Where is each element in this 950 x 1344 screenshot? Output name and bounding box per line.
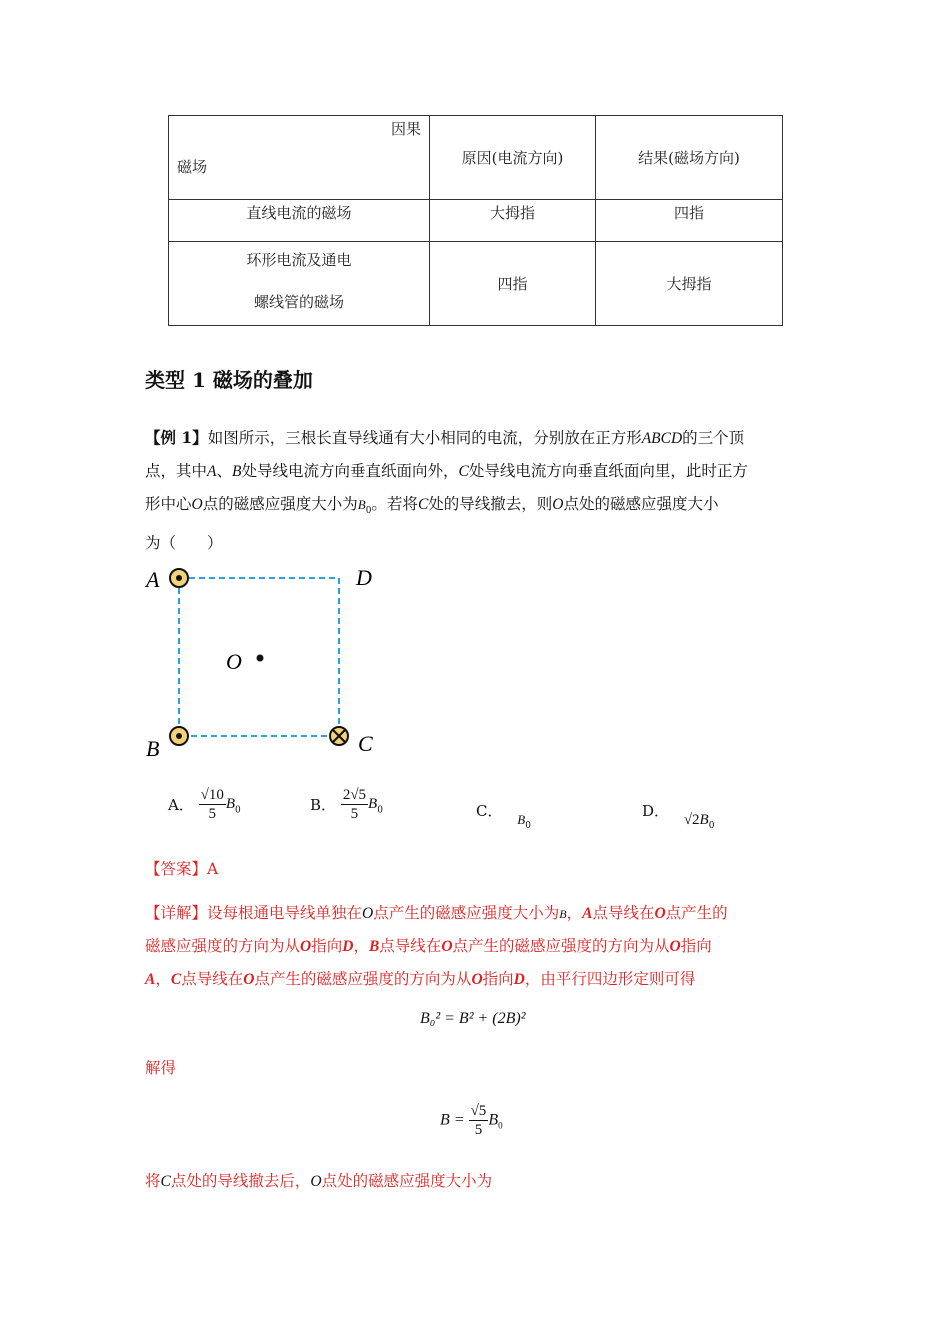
eq2-b: B — [488, 1111, 499, 1129]
option-c-b: B — [517, 812, 526, 827]
center-point-o — [257, 655, 264, 662]
detail-text: 点处的导线撤去后， — [170, 1172, 311, 1190]
symbol-a: A — [145, 971, 156, 988]
option-a-b: B — [225, 796, 236, 812]
detail-text: 点产生的磁感应强度大小为 — [373, 904, 560, 922]
option-b-label: B． — [310, 796, 337, 814]
symbol-o: O — [362, 905, 374, 922]
detail-text: ， — [353, 937, 369, 955]
option-c — [476, 800, 531, 831]
detail-text: 点产生的 — [665, 904, 728, 922]
option-d-b: B — [699, 812, 709, 828]
b0-symbol: B — [357, 497, 366, 512]
label-c: C — [358, 731, 373, 756]
example-text: 处的导线撤去，则 — [428, 495, 553, 513]
eq2-sub: 0 — [498, 1120, 503, 1131]
example-question — [145, 422, 810, 559]
symbol-a: A — [582, 905, 593, 922]
option-a-label: A． — [168, 796, 194, 814]
symbol-b-point: B — [368, 938, 380, 955]
row-cause: 大拇指 — [430, 200, 596, 242]
label-d: D — [356, 565, 372, 590]
example-text: 。若将 — [371, 495, 418, 513]
option-b-b: B — [368, 796, 378, 812]
equation-parallelogram: B₀² = B² + (2B)² — [420, 1010, 526, 1027]
row-cause: 四指 — [430, 242, 596, 326]
answer-tag: 【答案】 — [145, 860, 208, 878]
point-b: B — [232, 463, 242, 480]
square-label: ABCD — [641, 430, 683, 447]
eq2-denominator: 5 — [474, 1122, 483, 1138]
example-text: 为（ ） — [145, 534, 223, 553]
wire-c-in-icon — [330, 727, 348, 745]
detail-text: ， — [155, 970, 171, 988]
symbol-o: O — [654, 905, 666, 922]
example-tag: 【例 1】 — [145, 428, 208, 447]
wire-b-out-icon — [170, 727, 188, 745]
example-text: 形中心 — [145, 495, 192, 513]
example-text: 点处的磁感应强度大小 — [563, 495, 719, 513]
detail-text: 指向 — [311, 937, 343, 955]
option-b-numerator: 2√5 — [342, 787, 367, 803]
detail-text: 点处的磁感应强度大小为 — [321, 1172, 493, 1190]
header-field: 磁场 — [177, 158, 208, 176]
detail-text: 点产生的磁感应强度的方向为从 — [452, 937, 670, 955]
row-label-line1: 环形电流及通电 — [246, 250, 352, 269]
detail-text: 点导线在 — [181, 970, 244, 988]
option-c-sub: 0 — [525, 821, 531, 831]
row-label: 直线电流的磁场 — [169, 200, 430, 242]
b0-sub: 0 — [365, 506, 372, 517]
point-a: A — [207, 463, 217, 480]
rule-table — [168, 115, 783, 326]
square-figure — [140, 560, 400, 765]
option-b-denominator: 5 — [350, 806, 359, 822]
eq2-numerator: √5 — [470, 1103, 487, 1119]
detail-text: ，由平行四边形定则可得 — [524, 970, 696, 988]
table-row — [169, 242, 783, 326]
symbol-o: O — [471, 971, 483, 988]
option-a-numerator: √10 — [200, 787, 224, 803]
table-row — [169, 200, 783, 242]
symbol-c: C — [160, 1173, 171, 1190]
option-d-label: D． — [642, 802, 670, 820]
point-o: O — [191, 496, 203, 513]
label-a: A — [146, 567, 160, 592]
answer-line — [145, 853, 810, 885]
symbol-d: D — [342, 938, 354, 955]
option-b — [310, 786, 383, 823]
option-a-denominator: 5 — [208, 806, 216, 822]
detail-text: 设每根通电导线单独在 — [207, 904, 363, 922]
example-text: 处导线电流方向垂直纸面向外， — [241, 462, 459, 480]
header-cause: 原因(电流方向) — [430, 116, 596, 200]
symbol-o: O — [669, 938, 681, 955]
symbol-o: O — [441, 938, 453, 955]
point-c: C — [458, 463, 469, 480]
equation-b-result — [440, 1102, 503, 1139]
point-c: C — [417, 496, 429, 513]
row-result: 四指 — [596, 200, 783, 242]
eq2-fraction — [469, 1102, 489, 1139]
option-b-sub: 0 — [377, 805, 383, 816]
example-text: 处导线电流方向垂直纸面向里，此时正方 — [468, 462, 748, 480]
row-result: 大拇指 — [596, 242, 783, 326]
wire-a-out-icon — [170, 569, 188, 587]
example-text: 点，其中 — [145, 462, 208, 480]
row-label-line2: 螺线管的磁场 — [253, 292, 344, 311]
label-b: B — [146, 736, 160, 761]
option-d-root: √2 — [683, 812, 700, 828]
detail-text: 点导线在 — [379, 937, 442, 955]
final-line — [145, 1165, 810, 1198]
option-a-sub: 0 — [235, 805, 241, 816]
option-c-label: C． — [476, 802, 503, 820]
detail-explanation — [145, 897, 810, 996]
detail-text: ， — [566, 904, 583, 922]
example-text: 的三个顶 — [682, 429, 745, 447]
label-o: O — [226, 649, 242, 674]
eq2-lhs: B = — [440, 1111, 465, 1129]
option-a — [168, 786, 241, 823]
header-cause-effect: 因果 — [390, 120, 421, 138]
option-d — [642, 800, 715, 831]
header-diagonal-cell — [169, 116, 430, 200]
option-d-sub: 0 — [708, 821, 715, 831]
detail-text: 指向 — [680, 937, 712, 955]
example-text: 、 — [216, 462, 232, 480]
solve-label: 解得 — [145, 1059, 177, 1077]
detail-text: 磁感应强度的方向为从 — [145, 937, 301, 955]
symbol-c: C — [170, 971, 182, 988]
answer-value: A — [207, 860, 219, 878]
symbol-b: B — [559, 907, 567, 921]
detail-tag: 【详解】 — [145, 904, 208, 922]
row-label — [169, 242, 430, 326]
detail-text: 将 — [145, 1172, 161, 1190]
example-text: 点的磁感应强度大小为 — [202, 495, 358, 513]
option-a-fraction — [199, 786, 226, 823]
example-text: 如图所示，三根长直导线通有大小相同的电流，分别放在正方形 — [207, 429, 642, 447]
option-b-fraction — [341, 786, 368, 823]
symbol-o: O — [310, 1173, 322, 1190]
detail-text: 点产生的磁感应强度的方向为从 — [254, 970, 472, 988]
header-result: 结果(磁场方向) — [596, 116, 783, 200]
section-title: 类型 1 磁场的叠加 — [145, 368, 313, 392]
symbol-o: O — [243, 971, 255, 988]
symbol-d: D — [513, 971, 525, 988]
symbol-o: O — [300, 938, 312, 955]
detail-text: 点导线在 — [592, 904, 655, 922]
point-o: O — [552, 496, 564, 513]
detail-text: 指向 — [482, 970, 514, 988]
